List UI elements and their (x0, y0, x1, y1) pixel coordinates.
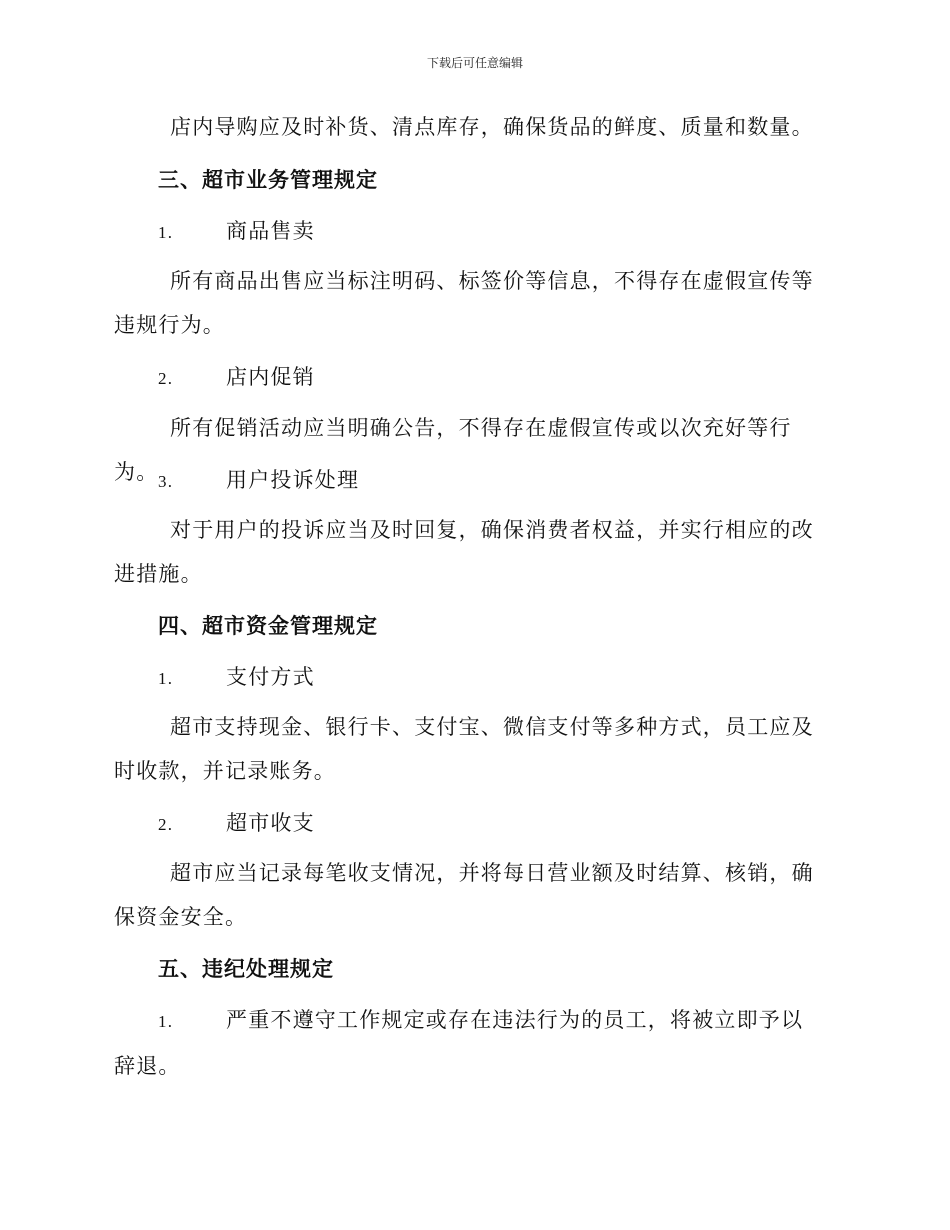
paragraph-text: 超市支持现金、银行卡、支付宝、微信支付等多种方式，员工应及时收款，并记录账务。 (114, 715, 814, 783)
paragraph-text: 对于用户的投诉应当及时回复，确保消费者权益，并实行相应的改进措施。 (114, 518, 814, 586)
list-item-3-1 (158, 216, 315, 248)
section-heading-3: 三、超市业务管理规定 (158, 168, 378, 192)
list-item-4-2 (158, 808, 315, 840)
section-heading-5: 五、违纪处理规定 (158, 957, 334, 981)
item-label: 商品售卖 (226, 219, 315, 243)
item-number: 2. (158, 815, 174, 834)
paragraph-intro (114, 105, 824, 149)
item-number: 3. (158, 472, 174, 491)
paragraph-3-1 (114, 259, 824, 347)
paragraph-text: 所有商品出售应当标注明码、标签价等信息，不得存在虚假宣传等违规行为。 (114, 269, 814, 337)
paragraph-4-1 (114, 705, 824, 793)
paragraph-4-2 (114, 851, 824, 939)
paragraph-3-3 (114, 508, 824, 596)
list-item-5-1 (114, 998, 824, 1088)
item-label: 超市收支 (226, 811, 315, 835)
item-label: 用户投诉处理 (226, 468, 360, 492)
item-label: 店内促销 (226, 365, 315, 389)
paragraph-text: 所有促销活动应当明确公告，不得存在虚假宣传或以次充好等行为。 (114, 416, 792, 484)
item-number: 1. (158, 1012, 174, 1031)
page-header: 下载后可任意编辑 (426, 56, 523, 70)
item-text: 严重不遵守工作规定或存在违法行为的员工，将被立即予以辞退。 (114, 1008, 804, 1078)
paragraph-text: 超市应当记录每笔收支情况，并将每日营业额及时结算、核销，确保资金安全。 (114, 861, 814, 929)
item-number: 1. (158, 669, 174, 688)
list-item-4-1 (158, 662, 315, 694)
section-heading-4: 四、超市资金管理规定 (158, 614, 378, 638)
paragraph-text: 店内导购应及时补货、清点库存，确保货品的鲜度、质量和数量。 (170, 115, 814, 139)
list-item-3-3 (158, 465, 359, 497)
item-number: 2. (158, 369, 174, 388)
item-number: 1. (158, 223, 174, 242)
item-label: 支付方式 (226, 665, 315, 689)
list-item-3-2 (158, 362, 315, 394)
